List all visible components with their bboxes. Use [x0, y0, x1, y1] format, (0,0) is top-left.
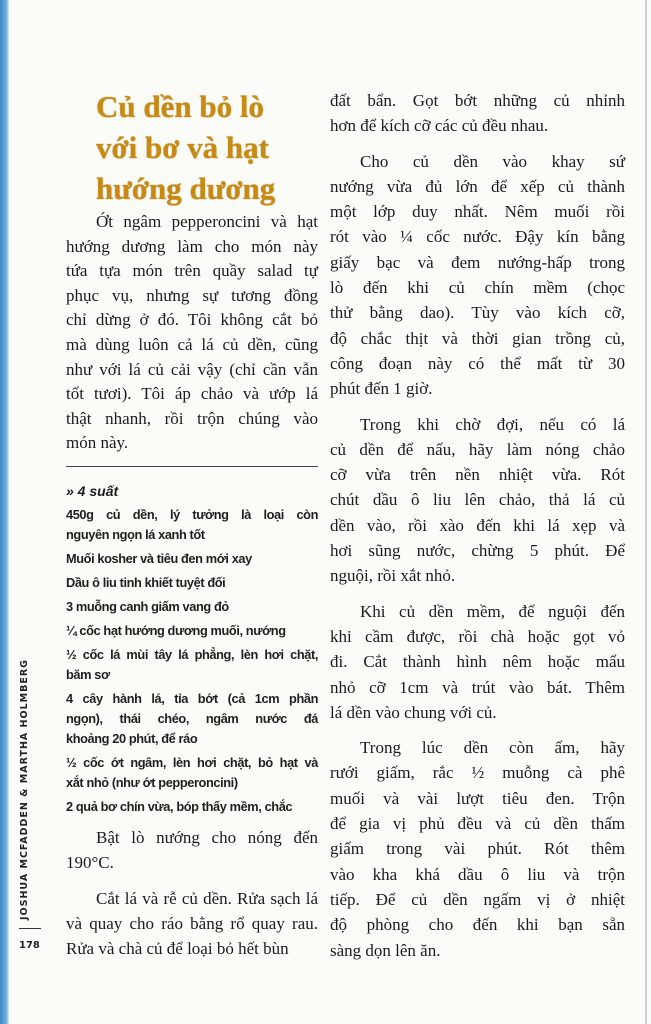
text-line: khi cầm được, rồi chà hoặc gọt vỏ	[330, 626, 625, 646]
step-paragraph	[66, 886, 318, 962]
text-line: xắt nhỏ (như ớt pepperoncini)	[66, 774, 238, 790]
text-line: phục vụ, nhưng sự tương đồng	[66, 285, 318, 305]
text-line: Cho củ dền vào khay sứ	[360, 151, 625, 171]
divider	[66, 466, 318, 467]
text-line: Khi củ dền mềm, để nguội đến	[360, 601, 625, 621]
step-paragraph	[330, 412, 625, 589]
text-line: cỡ vừa trên nền nhiệt vừa. Rót	[330, 465, 625, 485]
text-line: một lớp duy nhất. Nêm muối rồi	[330, 202, 625, 222]
text-line: chút dầu ô liu lên chảo, thả lá củ	[330, 490, 625, 510]
paragraph	[66, 210, 318, 456]
ingredient-item	[66, 505, 318, 545]
text-line: thật nhanh, rồi trộn chúng vào	[66, 408, 318, 428]
text-line: phút đến 1 giờ.	[330, 379, 433, 399]
servings: » 4 suất	[66, 482, 119, 499]
ingredient-item	[66, 549, 318, 569]
text-line: món này.	[66, 433, 129, 453]
text-line: hơn để kích cỡ các củ đều nhau.	[330, 116, 549, 136]
ingredient-list	[66, 505, 318, 817]
text-line: Ớt ngâm pepperoncini và hạt	[96, 212, 318, 231]
step-paragraph	[330, 735, 625, 963]
text-line: tiếp. Để củ dền ngấm vị ở nhiệt	[330, 889, 625, 909]
ingredient-item	[66, 621, 318, 641]
text-line: mà dùng luôn cả lá củ dền, cũng	[66, 334, 318, 354]
page-edge	[0, 0, 9, 1024]
text-line: Bật lò nướng cho nóng đến	[96, 827, 318, 847]
text-line: củ dền để nấu, hãy làm nóng chảo	[330, 439, 625, 459]
text-line: thử bằng dao). Tùy vào kích cỡ,	[330, 303, 625, 323]
author-running-head: JOSHUA MCFADDEN & MARTHA HOLMBERG	[19, 659, 30, 920]
text-line: Rửa và chà củ để loại bỏ hết bùn	[66, 939, 289, 959]
text-line: giấy bạc và đem nướng-hấp trong	[330, 252, 625, 272]
text-line: rót vào ¼ cốc nước. Đậy kín bằng	[330, 227, 625, 247]
text-line: Muối kosher và tiêu đen mới xay	[66, 550, 252, 566]
text-line: Cắt lá và rễ củ dền. Rửa sạch lá	[96, 888, 318, 908]
text-line: ngọn), thái chéo, ngâm nước đá	[66, 710, 318, 726]
text-line: sàng dọn lên ăn.	[330, 940, 441, 960]
text-line: 2 quả bơ chín vừa, bóp thấy mềm, chắc	[66, 798, 293, 814]
text-line: lò đến khi củ chín mềm (chọc	[330, 278, 625, 298]
title-line: với bơ và hạt	[96, 130, 269, 165]
page-number: 178	[19, 940, 40, 951]
text-line: 4 cây hành lá, tỉa bớt (cả 1cm phần	[66, 690, 318, 706]
text-line: Trong khi chờ đợi, nếu có lá	[360, 414, 625, 434]
text-line: khoảng 20 phút, để ráo	[66, 730, 198, 746]
text-line: nướng vừa đủ lớn để xếp củ thành	[330, 176, 625, 196]
text-line: đất bẩn. Gọt bớt những củ nhỉnh	[330, 91, 625, 110]
step-paragraph	[330, 599, 625, 725]
text-line: nhỏ cỡ 1cm và trút vào bát. Thêm	[330, 677, 625, 697]
text-line: nguội, rồi xắt nhỏ.	[330, 566, 456, 586]
ingredient-item	[66, 753, 318, 793]
text-line: 190°C.	[66, 853, 114, 873]
text-line: như với lá củ cải vậy (chỉ cần vẫn	[66, 359, 318, 379]
text-line: hướng dương làm cho món này	[66, 236, 318, 256]
text-line: độ chắc thịt và thời gian trồng củ,	[330, 328, 625, 348]
text-line: đi. Cắt thành hình nêm hoặc mẩu	[330, 652, 625, 672]
page-gutter-shadow	[645, 0, 647, 1024]
text-line: nguyên ngọn lá xanh tốt	[66, 526, 205, 542]
ingredient-item	[66, 689, 318, 749]
step-paragraph	[330, 88, 625, 139]
text-line: và quay cho ráo bằng rổ quay rau.	[66, 913, 318, 933]
ingredient-item	[66, 573, 318, 593]
text-line: Trong lúc dền còn ấm, hãy	[360, 738, 625, 758]
page-number-rule	[19, 928, 41, 929]
text-line: rưới giấm, rắc ½ muỗng cà phê	[330, 763, 625, 783]
text-line: vào kha khá dầu ô liu và trộn	[330, 864, 625, 884]
text-line: chỉ dừng ở đó. Tôi không cắt bỏ	[66, 310, 318, 330]
text-line: giấm trong vài phút. Rót thêm	[330, 839, 625, 859]
text-line: Dầu ô liu tinh khiết tuyệt đối	[66, 574, 226, 590]
text-line: công đoạn này có thể mất từ 30	[330, 353, 625, 373]
instructions-right	[330, 88, 625, 973]
text-line: ½ cốc lá mùi tây lá phẳng, lèn hơi chặt,	[66, 646, 318, 662]
text-line: dền vào, rồi xào đến khi lá xẹp và	[330, 515, 625, 535]
recipe-title	[96, 86, 318, 209]
intro-paragraph	[66, 210, 318, 456]
title-line: hướng dương	[96, 171, 276, 206]
text-line: lá dền vào chung với củ.	[330, 702, 497, 722]
text-line: để gia vị phủ đều và củ dền thấm	[330, 814, 625, 834]
ingredient-item	[66, 597, 318, 617]
text-line: tứa tựa món trên quầy salad tự	[66, 261, 318, 281]
text-line: băm sơ	[66, 666, 110, 682]
step-paragraph	[66, 825, 318, 876]
text-line: tốt tươi). Tôi áp chảo và ướp lá	[66, 384, 318, 404]
ingredient-item	[66, 797, 318, 817]
text-line: ½ cốc ớt ngâm, lèn hơi chặt, bỏ hạt và	[66, 754, 318, 770]
ingredient-item	[66, 645, 318, 685]
text-line: độ phòng cho đến khi bạn sẵn	[330, 915, 625, 935]
left-column	[66, 210, 318, 971]
text-line: 3 muỗng canh giấm vang đỏ	[66, 598, 229, 614]
instructions-left	[66, 825, 318, 961]
step-paragraph	[330, 149, 625, 402]
text-line: muối và vài lượt tiêu đen. Trộn	[330, 788, 625, 808]
title-line: Củ dền bỏ lò	[96, 89, 264, 124]
text-line: hơi sũng nước, chừng 5 phút. Để	[330, 541, 625, 561]
text-line: 450g củ dền, lý tưởng là loại còn	[66, 506, 318, 522]
text-line: ¼ cốc hạt hướng dương muối, nướng	[66, 622, 286, 638]
